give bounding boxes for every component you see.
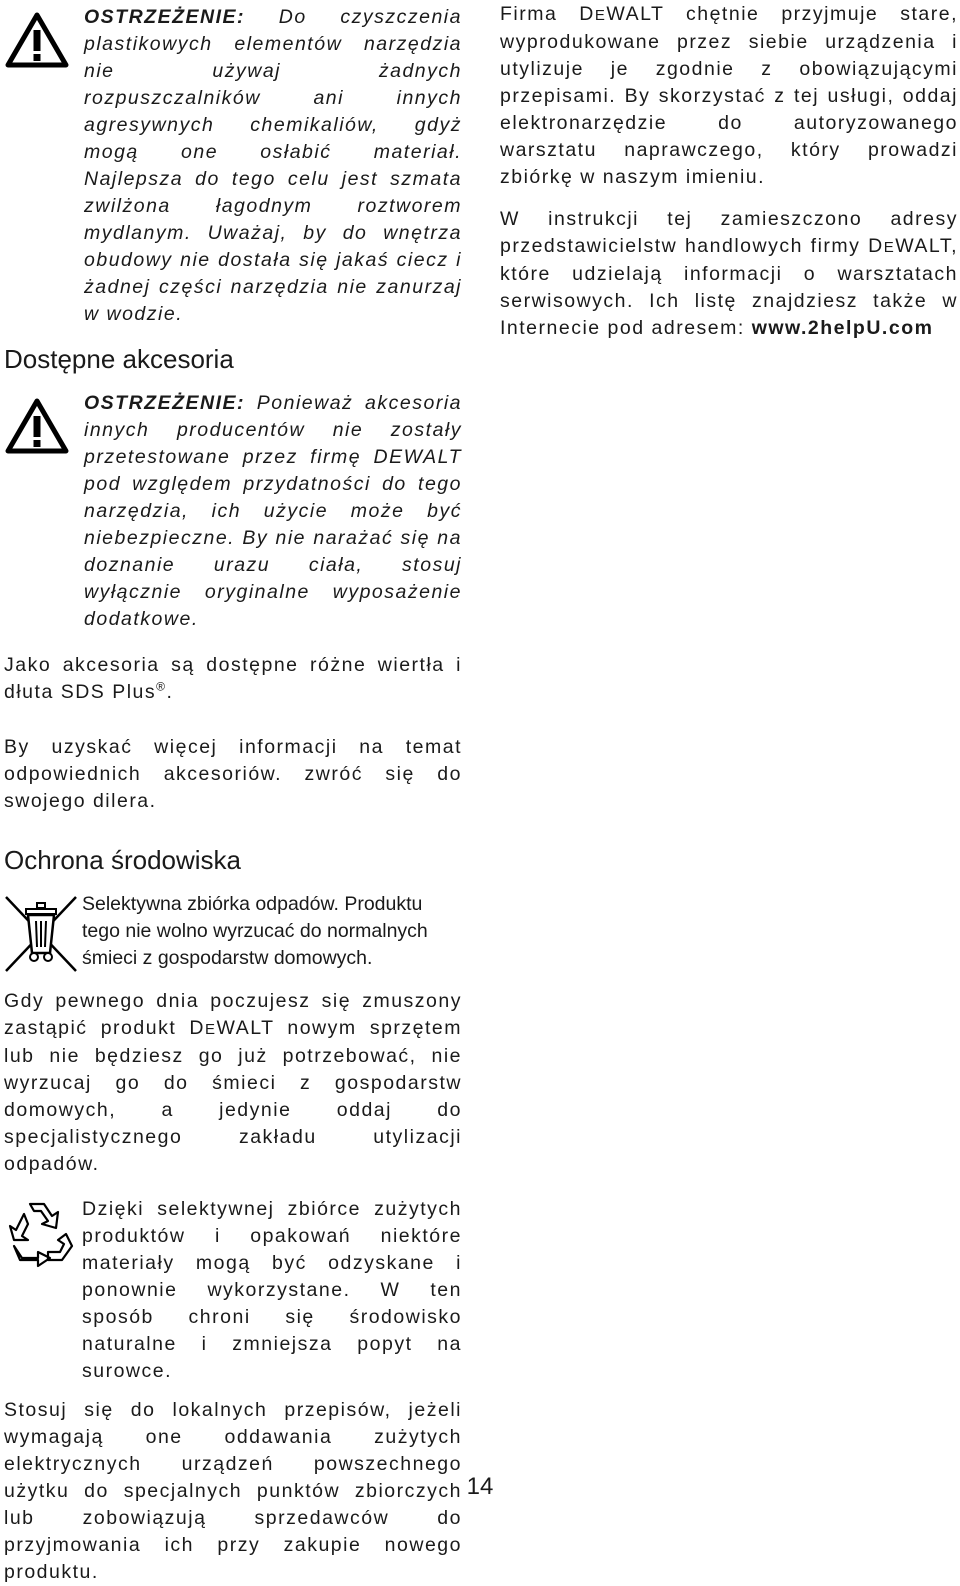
right-column (500, 0, 958, 342)
local-regulations-paragraph: Stosuj się do lokalnych przepisów, jeżeli wymagają one oddawania zużytych elektrycznych urządzeń powszechnego użytku do specjalnych punktów zbiorczych lub zobowiązują sprzedawców do przyjmowania ich przy zakupie nowego produktu. (4, 1399, 462, 1583)
cleaning-warning (4, 4, 462, 328)
recycling-text: Dzięki selektywnej zbiórce zużytych produktów i opakowań niektóre materiały mogą być odzyskane i ponownie wykorzystane. W ten sposób chroni się środowisko naturalne i zmniejsza popyt na surowce. (82, 1198, 462, 1382)
warning-triangle-icon (4, 396, 70, 456)
page-number: 14 (466, 1473, 494, 1500)
website-link[interactable]: www.2helpU.com (751, 317, 934, 339)
separate-collection-text: Selektywna zbiórka odpadów. Produktu tego nie wolno wyrzucać do normalnych śmieci z gospodarstw domowych. (82, 893, 428, 969)
separate-collection-block (4, 891, 462, 972)
warning-body: Do czyszczenia plastikowych elementów narzędzia nie używaj żadnych rozpuszczalników ani innych agresywnych chemikaliów, gdyż mogą one osłabić materiał. Najlepsza do tego celu jest szmata zwilżona łagodnym roztworem mydlanym. Uważaj, by do wnętrza obudowy nie dostała się jakaś ciecz i żadnej części narzędzia nie zanurzaj w wodzie. (84, 6, 462, 325)
accessories-heading: Dostępne akcesoria (4, 344, 234, 374)
environment-heading: Ochrona środowiska (4, 845, 241, 875)
warning-label: OSTRZEŻENIE: (84, 392, 246, 414)
accessories-list-paragraph: Jako akcesoria są dostępne różne wiertła i dłuta SDS Plus®. (4, 654, 462, 703)
cleaning-warning-text (84, 4, 462, 328)
accessories-warning-text (84, 390, 462, 633)
warning-body: Ponieważ akcesoria innych producentów nie zostały przetestowane przez firmę DEWALT pod względem przydatności do tego narzędzia, ich użycie może być niebezpieczne. By nie narażać się na doznanie urazu ciała, stosuj wyłącznie oryginalne wyposażenie dodatkowe. (84, 392, 462, 630)
disposal-paragraph: Gdy pewnego dnia poczujesz się zmuszony zastąpić produkt DEWALT nowym sprzętem lub nie będziesz go już potrzebować, nie wyrzucaj go do śmieci z gospodarstw domowych, a jedynie oddaj do specjalistycznego zakładu utylizacji odpadów. (4, 990, 463, 1175)
warning-triangle-icon (4, 10, 70, 70)
service-addresses-paragraph: W instrukcji tej zamieszczono adresy przedstawicielstw handlowych firmy DEWALT, które udzielają informacji o warsztatach serwisowych. Ich listę znajdziesz także w Internecie pod adresem: www.2helpU.com (500, 208, 958, 339)
take-back-paragraph: Firma DEWALT chętnie przyjmuje stare, wyprodukowane przez siebie urządzenia i utylizuje je zgodnie z obowiązującymi przepisami. By skorzystać z tej usługi, oddaj elektronarzędzie do autoryzowanego warsztatu naprawczego, który prowadzi zbiórkę w naszym imieniu. (500, 3, 959, 188)
left-column (4, 0, 462, 1586)
warning-label: OSTRZEŻENIE: (84, 6, 246, 28)
recycling-arrows-icon (4, 1196, 76, 1268)
recycling-block (4, 1196, 462, 1385)
accessories-warning (4, 390, 462, 633)
accessories-dealer-paragraph: By uzyskać więcej informacji na temat odpowiednich akcesoriów. zwróć się do swojego dilera. (4, 736, 462, 812)
crossed-out-wheelie-bin-icon (4, 895, 78, 973)
